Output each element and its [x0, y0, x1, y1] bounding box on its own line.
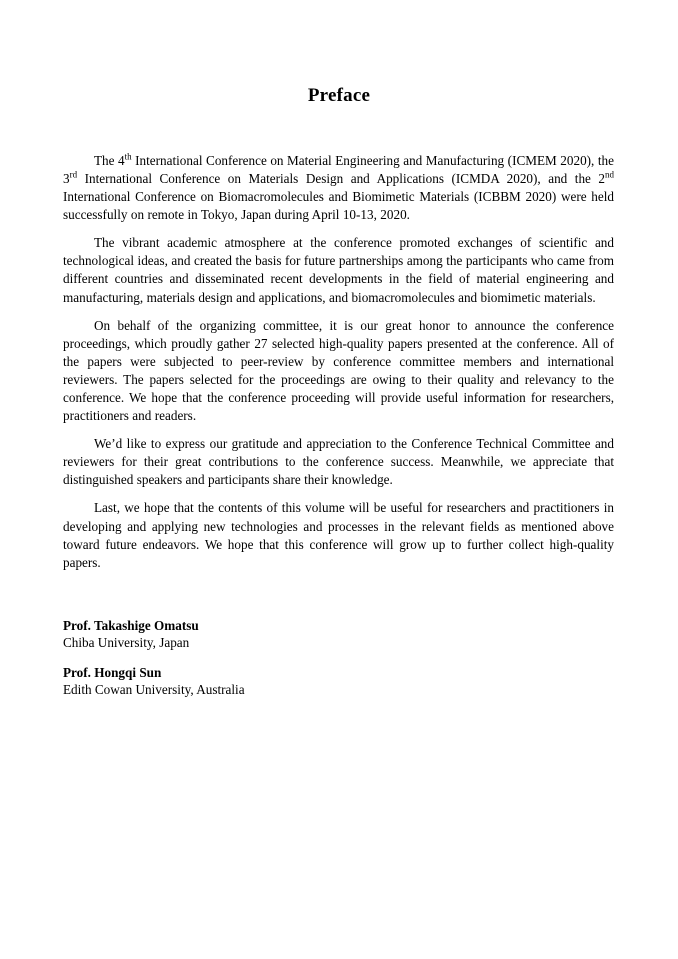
preface-body	[63, 152, 614, 572]
signatory-name: Prof. Hongqi Sun	[63, 664, 162, 680]
ordinal-superscript: th	[124, 151, 132, 162]
ordinal-superscript: nd	[605, 169, 614, 180]
signatory-affiliation: Chiba University, Japan	[63, 634, 190, 650]
paragraph-3: On behalf of the organizing committee, it is our great honor to announce the conference proceedings, which proudly gather 27 selected high-quality papers presented at the conference. All of the papers were subjected to peer-review by conference committee members and international reviewers. The papers selected for the proceedings are owing to their quality and relevancy to the conference. We hope that the conference proceeding will provide useful information for researchers, practitioners and readers.	[63, 317, 614, 424]
paragraph-2: The vibrant academic atmosphere at the conference promoted exchanges of scientific and technological ideas, and created the basis for future partnerships among the participants who came from different countries and disseminated recent developments in the field of material engineering and manufacturing, materials design and applications, and biomacromolecules and biomimetic materials.	[63, 235, 614, 305]
paragraph-5: Last, we hope that the contents of this volume will be useful for researchers and practitioners in developing and applying new technologies and processes in the relevant fields as mentioned above toward future endeavors. We hope that this conference will grow up to further collect high-quality papers.	[63, 500, 614, 570]
ordinal-superscript: rd	[69, 169, 78, 180]
signatory-affiliation: Edith Cowan University, Australia	[63, 681, 245, 697]
signature-entry	[63, 664, 678, 698]
signature-block	[63, 617, 678, 698]
paragraph-4: We’d like to express our gratitude and appreciation to the Conference Technical Committee and reviewers for their great contributions to the conference success. Meanwhile, we appreciate that distinguished speakers and participants share their knowledge.	[63, 436, 614, 488]
signature-entry	[63, 617, 678, 651]
signatory-name: Prof. Takashige Omatsu	[63, 617, 199, 633]
page-title: Preface	[307, 85, 371, 106]
paragraph-1: The 4th International Conference on Material Engineering and Manufacturing (ICMEM 2020), the 3rd International Conference on Materials Design and Applications (ICMDA 2020), and the 2nd International Conference on Biomacromolecules and Biomimetic Materials (ICBBM 2020) were held successfully on remote in Tokyo, Japan during April 10-13, 2020.	[63, 151, 614, 223]
